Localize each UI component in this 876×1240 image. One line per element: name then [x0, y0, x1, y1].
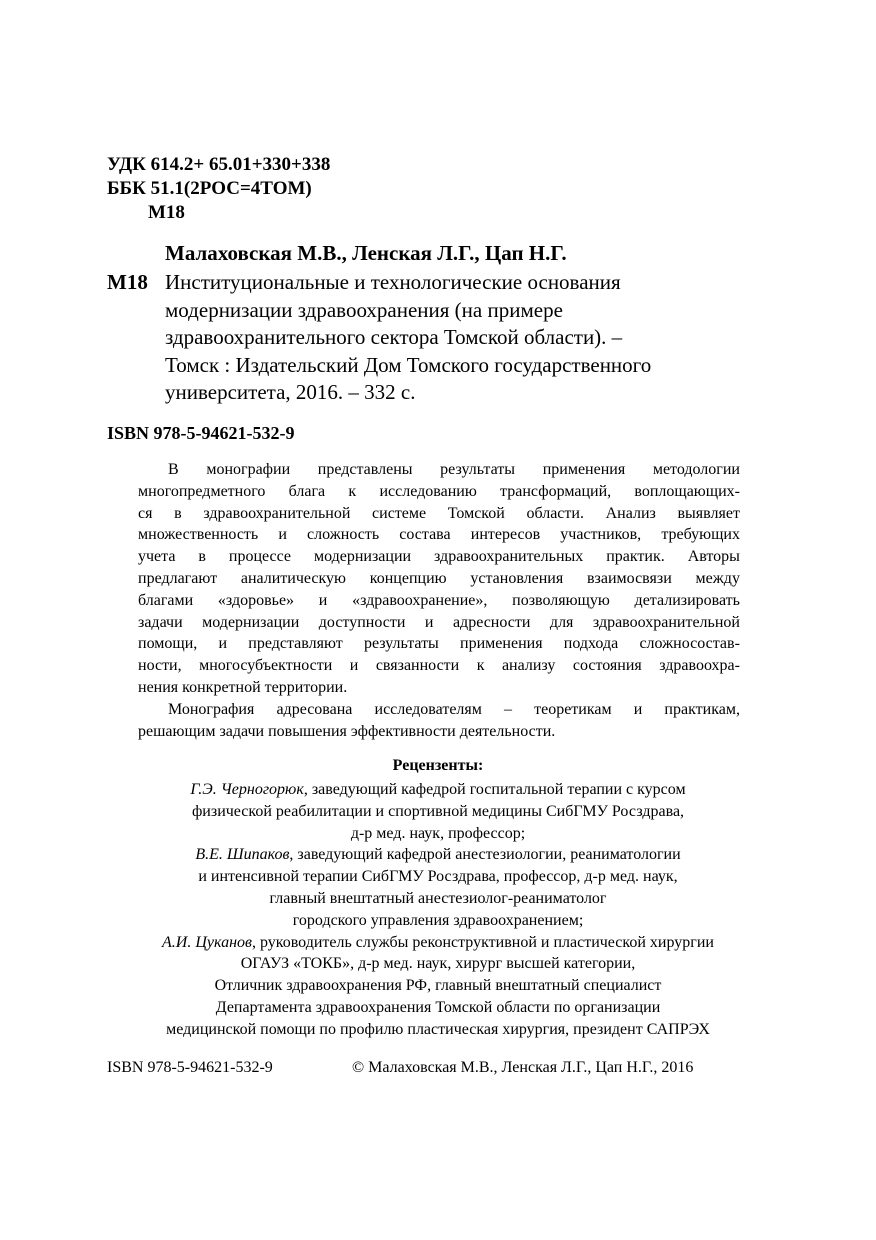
annotation-line: решающим задачи повышения эффективности деятельности.	[138, 722, 556, 740]
reviewer-2-line: и интенсивной терапии СибГМУ Росздрава, профессор, д-р мед. наук,	[198, 868, 678, 886]
annotation-line: Монография адресована исследователям – теоретикам и практикам,	[168, 701, 740, 718]
reviewer-2-line: главный внештатный анестезиолог-реаниматолог	[269, 889, 607, 907]
reviewer-1-line: д-р мед. наук, профессор;	[350, 824, 526, 842]
title-imprint	[165, 269, 651, 407]
annotation-line: множественность и сложность состава интересов участников, требующих	[138, 526, 740, 544]
title-line: Институциональные и технологические основания	[165, 270, 621, 294]
isbn: ISBN 978-5-94621-532-9	[107, 423, 295, 443]
reviewer-3-line: Отличник здравоохранения РФ, главный внештатный специалист	[214, 977, 662, 995]
annotation-line: помощи, и представляют результаты применения подхода сложносостав-	[138, 635, 740, 653]
annotation-line: ся в здравоохранительной системе Томской области. Анализ выявляет	[138, 504, 740, 522]
reviewers-list	[0, 779, 876, 1041]
title-line: модернизации здравоохранения (на примере	[165, 297, 563, 322]
annotation-line: многопредметного блага к исследованию трансформаций, воплощающих-	[138, 482, 740, 500]
annotation-line: задачи модернизации доступности и адресности для здравоохранительной	[138, 613, 740, 631]
title-line: здравоохранительного сектора Томской области). –	[165, 325, 623, 349]
reviewer-3-name: А.И. Цуканов	[162, 933, 252, 951]
entry-mark: М18	[107, 270, 148, 294]
reviewer-1-line: физической реабилитации и спортивной медицины СибГМУ Росздрава,	[191, 802, 685, 820]
reviewer-3-line: медицинской помощи по профилю пластическая хирургия, президент САПРЭХ	[166, 1020, 710, 1038]
reviewers-heading: Рецензенты:	[392, 757, 484, 774]
reviewer-2-line: В.Е. Шипаков, заведующий кафедрой анестезиологии, реаниматологии	[195, 846, 681, 864]
reviewer-1-name: Г.Э. Черногорюк	[190, 781, 304, 798]
reviewer-3-line: ОГАУЗ «ТОКБ», д-р мед. наук, хирург высшей категории,	[240, 955, 636, 973]
annotation-line: предлагают аналитическую концепцию установления взаимосвязи между	[138, 569, 740, 587]
annotation-line: ности, многосубъектности и связанности к анализу состояния здравоохра-	[138, 657, 740, 675]
annotation-paragraph-2	[138, 699, 740, 743]
reviewer-3-line: А.И. Цуканов, руководитель службы реконструктивной и пластической хирургии	[162, 933, 714, 951]
footer-isbn: ISBN 978-5-94621-532-9	[107, 1059, 273, 1076]
footer-copyright: © Малаховская М.В., Ленская Л.Г., Цап Н.Г., 2016	[352, 1059, 694, 1076]
title-line: Томск : Издательский Дом Томского государственного	[165, 352, 652, 377]
authors: Малаховская М.В., Ленская Л.Г., Цап Н.Г.	[165, 241, 567, 265]
annotation-paragraph-1	[138, 459, 740, 699]
annotation-line: В монографии представлены результаты применения методологии	[168, 461, 740, 478]
annotation-line: нения конкретной территории.	[138, 678, 348, 696]
bbk-code: ББК 51.1(2РОС=4ТОМ)	[107, 178, 312, 199]
reviewer-2-name: В.Е. Шипаков	[195, 846, 290, 864]
annotation-line: благами «здоровье» и «здравоохранение», позволяющую детализировать	[138, 591, 740, 609]
udk-code: УДК 614.2+ 65.01+330+338	[107, 154, 331, 175]
title-line: университета, 2016. – 332 с.	[165, 380, 416, 404]
reviewer-2-line: городского управления здравоохранением;	[292, 911, 584, 929]
reviewer-1-line: Г.Э. Черногорюк, заведующий кафедрой госпитальной терапии с курсом	[190, 781, 686, 798]
author-mark-code: М18	[148, 202, 185, 223]
annotation-line: учета в процессе модернизации здравоохранительных практик. Авторы	[138, 548, 740, 566]
reviewer-3-line: Департамента здравоохранения Томской области по организации	[215, 998, 661, 1016]
